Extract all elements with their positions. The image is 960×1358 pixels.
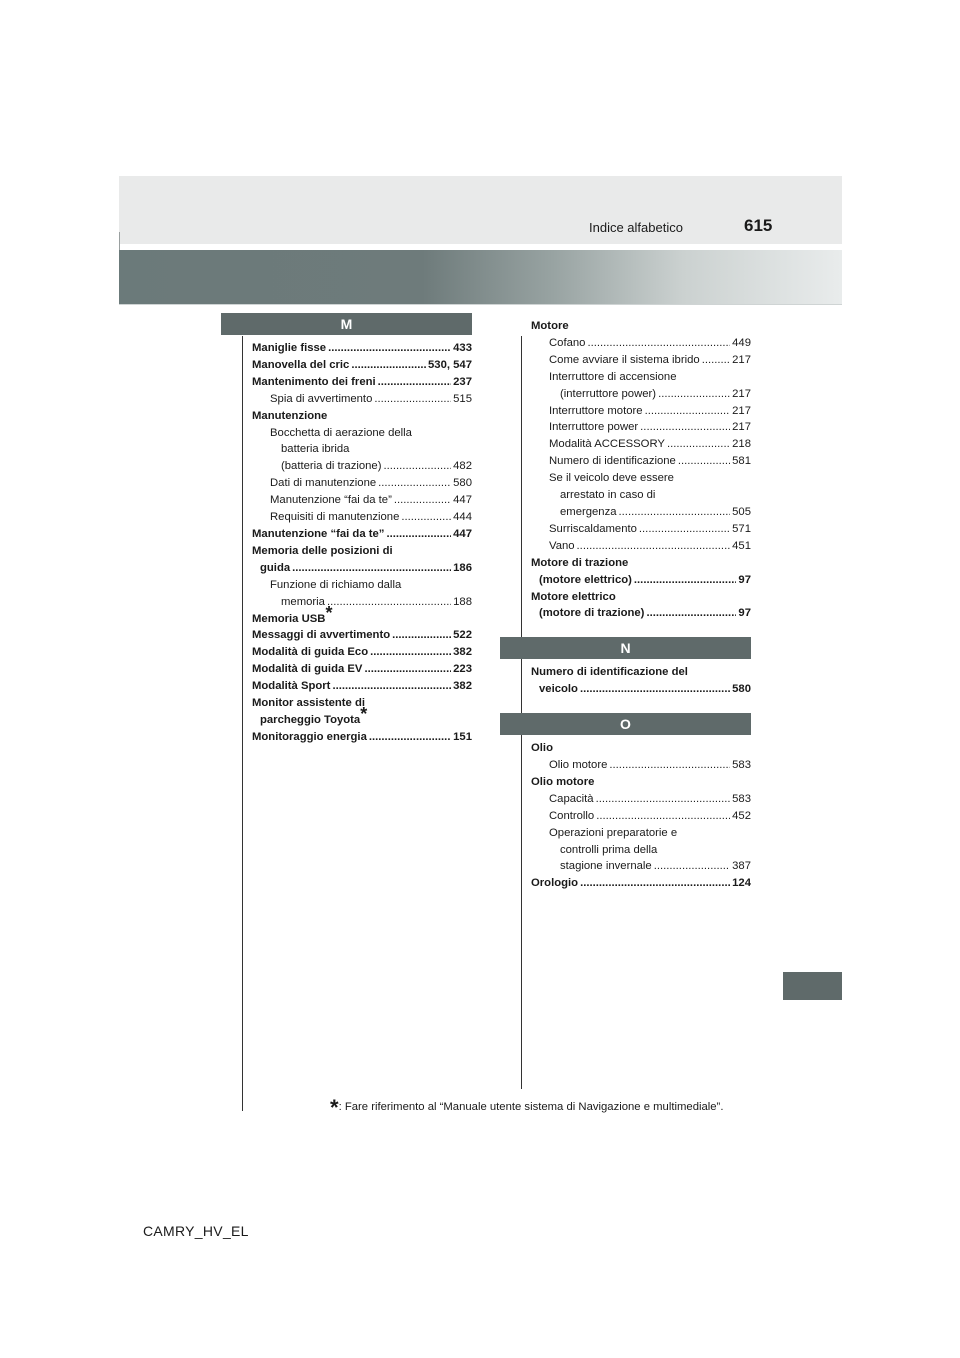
- asterisk-marker: *: [360, 704, 368, 725]
- index-entry: Motore di trazione: [531, 556, 629, 569]
- index-list-motore: [500, 318, 751, 622]
- index-subentry: Numero di identificazione ..... 581: [531, 453, 751, 470]
- footnote: [330, 1090, 724, 1120]
- index-entry: Modalità di guida Eco ..... 382: [252, 644, 472, 661]
- index-subentry: Operazioni preparatorie e: [549, 826, 678, 839]
- left-column: [221, 313, 472, 746]
- index-entry: Olio: [531, 742, 553, 755]
- section-header-o: O: [500, 713, 751, 735]
- index-subentry: Surriscaldamento ..... 571: [531, 521, 751, 538]
- header-background: [119, 176, 842, 244]
- index-subentry: Bocchetta di aerazione della: [270, 426, 412, 439]
- index-subentry: stagione invernale ..... 387: [531, 858, 751, 875]
- header-title: Indice alfabetico: [589, 220, 683, 235]
- index-entry: Mantenimento dei freni ..... 237: [252, 374, 472, 391]
- index-subentry: Interruttore power ..... 217: [531, 419, 751, 436]
- index-entry: Memoria USB*: [252, 602, 333, 625]
- index-subentry: emergenza ..... 505: [531, 504, 751, 521]
- index-list-o: [500, 735, 751, 892]
- index-subentry: Se il veicolo deve essere: [549, 472, 674, 485]
- asterisk-marker: *: [325, 602, 333, 623]
- index-entry: Modalità Sport ..... 382: [252, 678, 472, 695]
- asterisk-marker: *: [330, 1095, 339, 1120]
- index-subentry: (batteria di trazione) ..... 482: [252, 458, 472, 475]
- page-number: 615: [744, 216, 773, 235]
- index-subentry: Manutenzione “fai da te” ..... 447: [252, 492, 472, 509]
- index-entry: Messaggi di avvertimento ..... 522: [252, 627, 472, 644]
- index-subentry: Olio motore ..... 583: [531, 757, 751, 774]
- index-entry: Memoria delle posizioni di: [252, 544, 393, 557]
- index-entry: (motore elettrico) ..... 97: [531, 572, 751, 589]
- index-entry: veicolo ..... 580: [531, 681, 751, 698]
- index-subentry: memoria ..... 188: [252, 594, 472, 611]
- index-entry: Olio motore: [531, 775, 595, 788]
- index-subentry: Dati di manutenzione ..... 580: [252, 475, 472, 492]
- index-entry: Monitor assistente di: [252, 697, 365, 710]
- index-subentry: Cofano ..... 449: [531, 335, 751, 352]
- index-subentry: Interruttore motore ..... 217: [531, 403, 751, 420]
- chapter-side-tab: [783, 972, 842, 1000]
- index-subentry: Modalità ACCESSORY ..... 218: [531, 436, 751, 453]
- document-code: CAMRY_HV_EL: [143, 1223, 249, 1239]
- index-entry: guida ..... 186: [252, 560, 472, 577]
- footnote-text: : Fare riferimento al “Manuale utente sistema di Navigazione e multimediale”.: [338, 1101, 724, 1113]
- index-subentry: controlli prima della: [560, 843, 658, 856]
- index-entry: Motore: [531, 320, 569, 332]
- index-entry: Numero di identificazione del: [531, 666, 688, 679]
- index-subentry: Capacità ..... 583: [531, 791, 751, 808]
- index-list-m: [221, 335, 472, 746]
- index-subentry: (interruttore power) ..... 217: [531, 386, 751, 403]
- index-subentry: Vano ..... 451: [531, 538, 751, 555]
- index-entry: Manovella del cric ..... 530, 547: [252, 357, 472, 374]
- index-entry: Motore elettrico: [531, 590, 616, 603]
- index-list-n: [500, 659, 751, 698]
- section-header-m: M: [221, 313, 472, 335]
- index-entry: Maniglie fisse ..... 433: [252, 340, 472, 357]
- index-subentry: arrestato in caso di: [560, 489, 656, 502]
- section-header-n: N: [500, 637, 751, 659]
- index-subentry: Spia di avvertimento ..... 515: [252, 391, 472, 408]
- index-entry: parcheggio Toyota*: [260, 704, 368, 726]
- index-entry: (motore di trazione) ..... 97: [531, 605, 751, 622]
- index-entry: Monitoraggio energia ..... 151: [252, 729, 472, 746]
- index-subentry: batteria ibrida: [281, 443, 350, 456]
- index-subentry: Controllo ..... 452: [531, 808, 751, 825]
- index-subentry: Requisiti di manutenzione ..... 444: [252, 509, 472, 526]
- header-divider: [119, 304, 842, 305]
- index-subentry: Come avviare il sistema ibrido ..... 217: [531, 352, 751, 369]
- header-gradient-band: [119, 250, 842, 304]
- index-entry: Manutenzione “fai da te” ..... 447: [252, 526, 472, 543]
- index-entry: Orologio ..... 124: [531, 875, 751, 892]
- right-column: [500, 318, 751, 892]
- index-subentry: Interruttore di accensione: [549, 370, 677, 383]
- index-entry: Modalità di guida EV ..... 223: [252, 661, 472, 678]
- index-subentry: Funzione di richiamo dalla: [270, 578, 402, 591]
- index-entry: Manutenzione: [252, 409, 328, 422]
